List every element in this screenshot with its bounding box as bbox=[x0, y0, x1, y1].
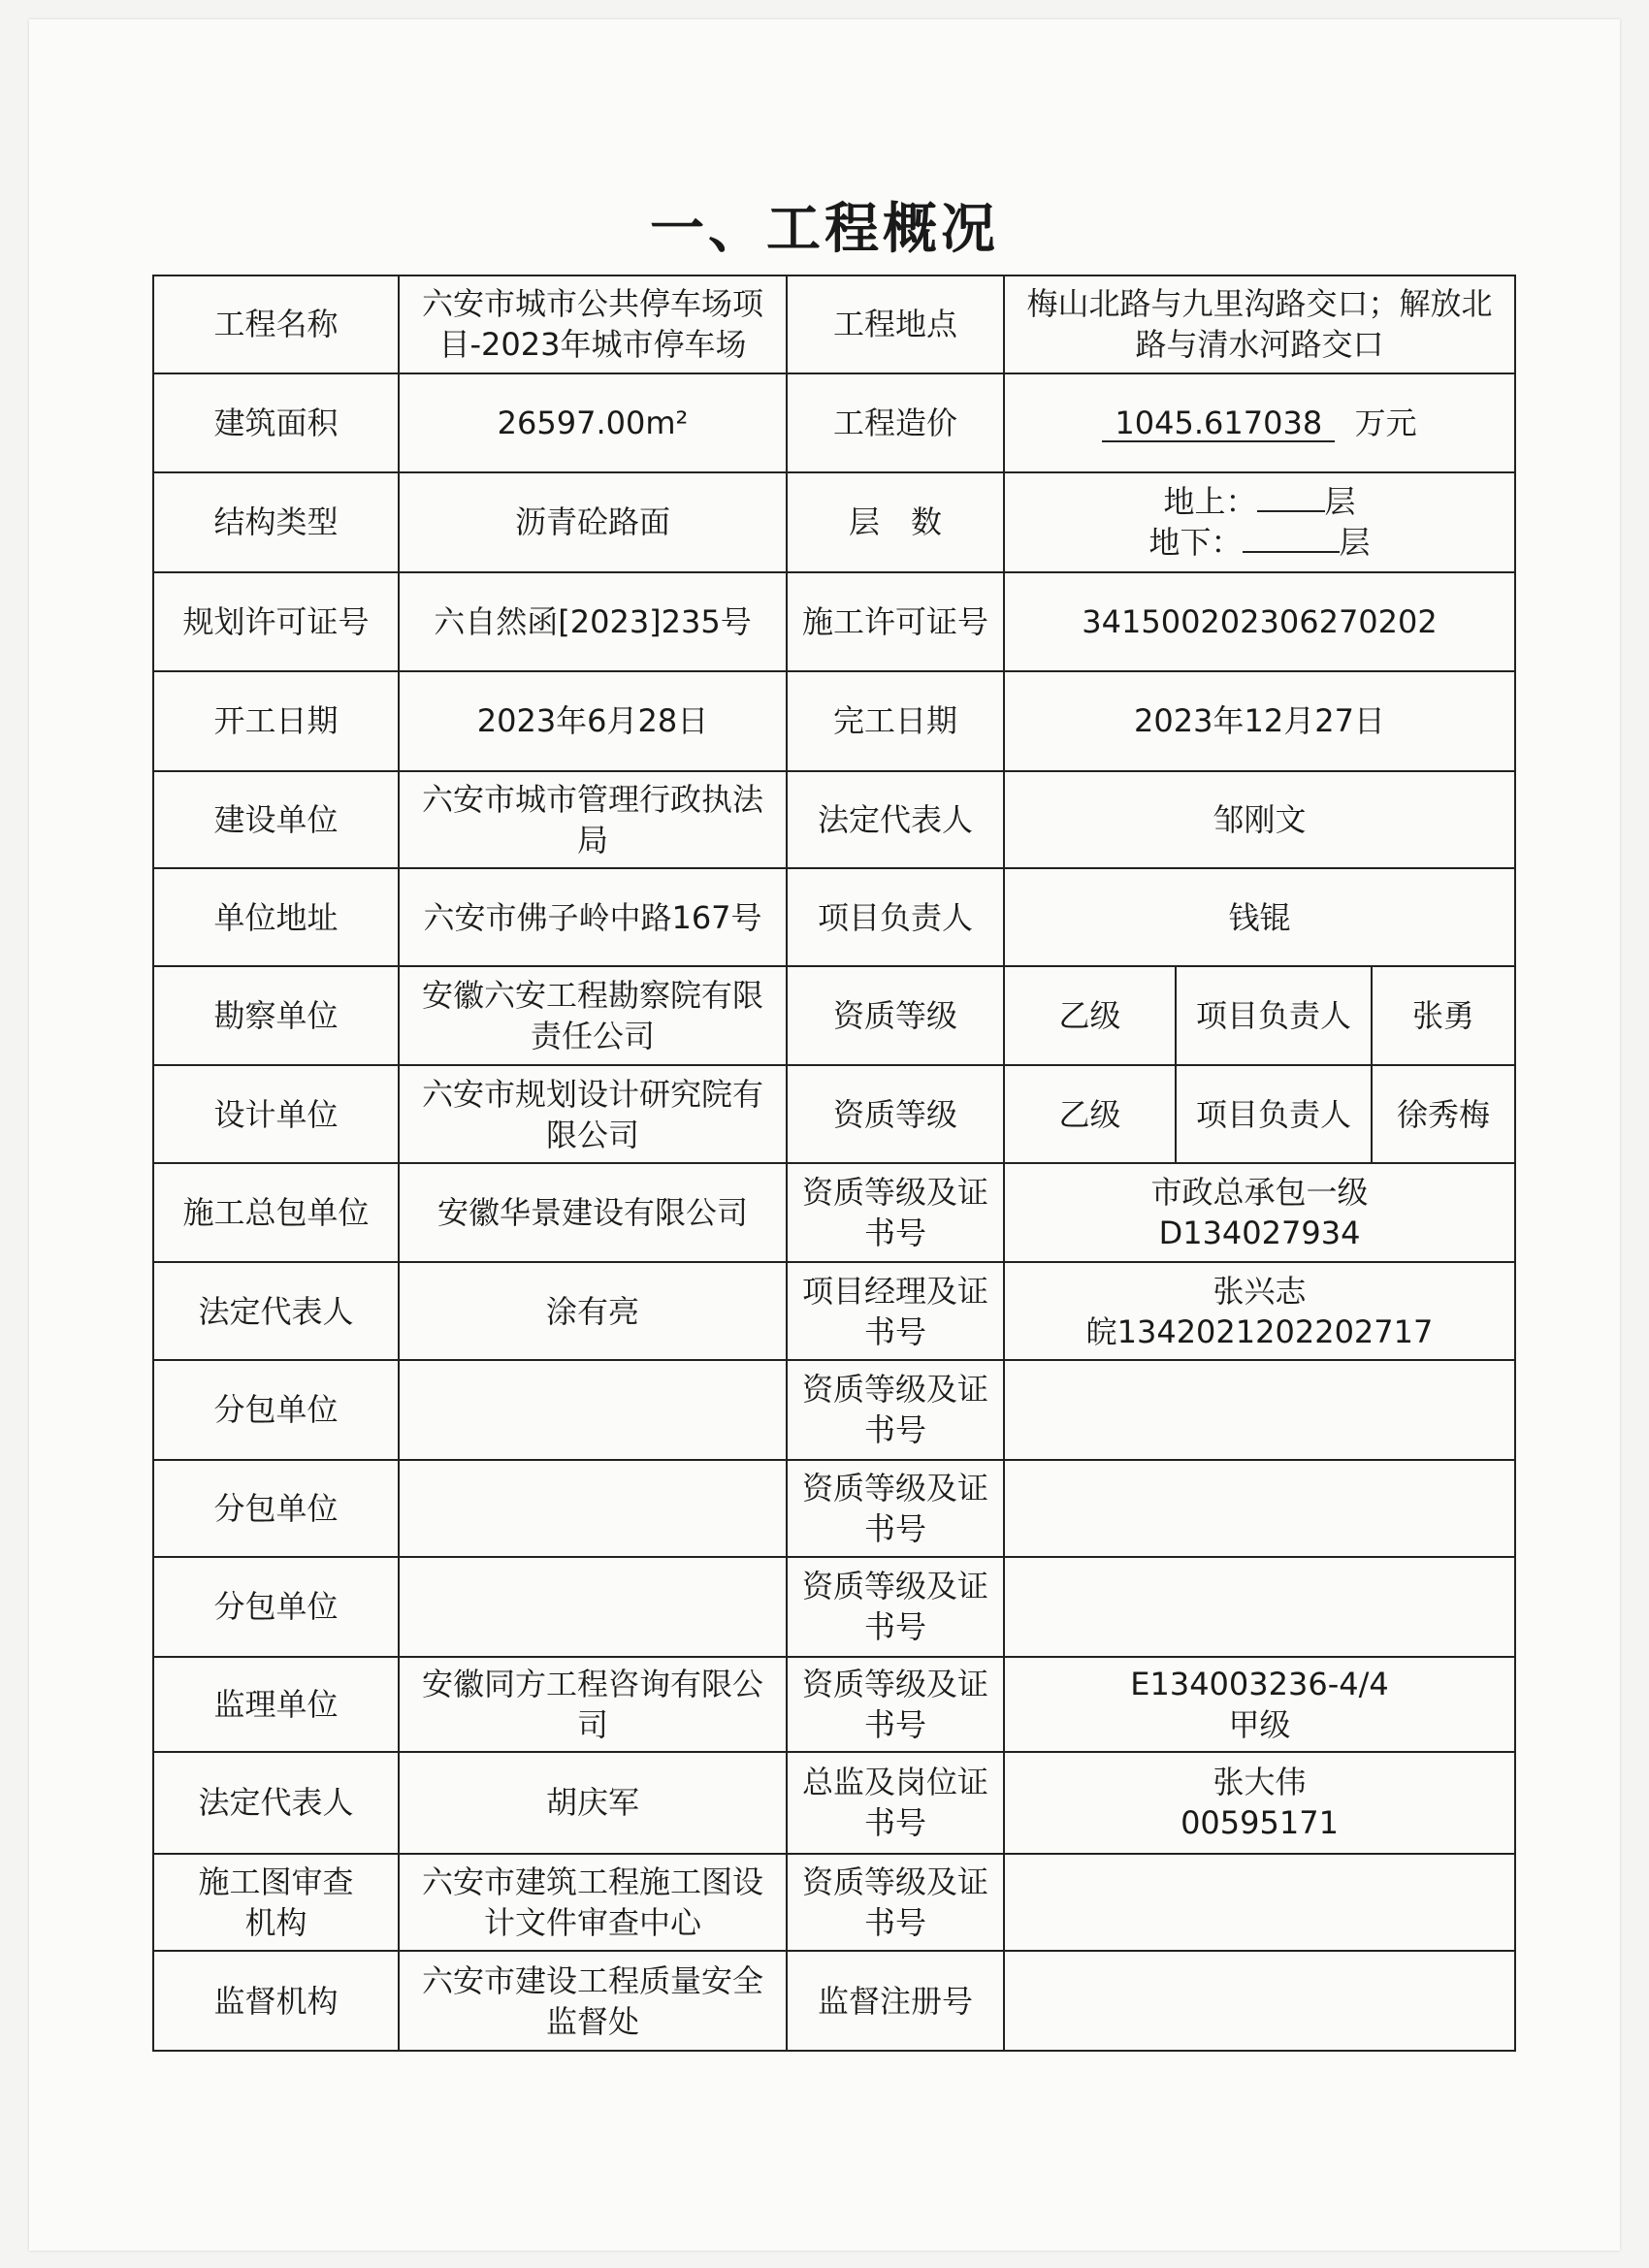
project-manager-cell bbox=[1004, 1262, 1515, 1360]
building-area-label: 建筑面积 bbox=[153, 373, 399, 473]
survey-grade-label: 资质等级 bbox=[787, 966, 1004, 1066]
table-row bbox=[153, 275, 1515, 373]
project-cost-cell bbox=[1004, 373, 1515, 473]
review-agency-value: 六安市建筑工程施工图设计文件审查中心 bbox=[399, 1854, 787, 1952]
survey-label: 勘察单位 bbox=[153, 966, 399, 1066]
contractor-grade-cell bbox=[1004, 1163, 1515, 1263]
design-grade: 乙级 bbox=[1005, 1066, 1177, 1162]
survey-grade: 乙级 bbox=[1005, 967, 1177, 1065]
below-ground-unit: 层 bbox=[1339, 524, 1371, 562]
chief-supervisor-cert: 00595171 bbox=[1180, 1804, 1339, 1842]
project-name-value: 六安市城市公共停车场项目-2023年城市停车场 bbox=[399, 275, 787, 373]
survey-lead-label: 项目负责人 bbox=[1177, 967, 1373, 1065]
table-row bbox=[153, 1752, 1515, 1854]
table-row bbox=[153, 1360, 1515, 1460]
subcontractor-1-grade-label: 资质等级及证书号 bbox=[787, 1360, 1004, 1460]
contractor-grade: 市政总承包一级 bbox=[1150, 1174, 1369, 1212]
subcontractor-2-label: 分包单位 bbox=[153, 1460, 399, 1558]
construction-permit-value: 341500202306270202 bbox=[1004, 572, 1515, 672]
subcontractor-2-value bbox=[399, 1460, 787, 1558]
contractor-label: 施工总包单位 bbox=[153, 1163, 399, 1263]
review-grade-label: 资质等级及证书号 bbox=[787, 1854, 1004, 1952]
below-ground-blank bbox=[1243, 551, 1340, 553]
table-row bbox=[153, 1657, 1515, 1753]
project-manager-cert: 皖1342021202202717 bbox=[1085, 1312, 1434, 1350]
building-area-value: 26597.00m² bbox=[399, 373, 787, 473]
design-label: 设计单位 bbox=[153, 1065, 399, 1163]
project-overview-table bbox=[152, 275, 1516, 2052]
supervisor-value: 安徽同方工程咨询有限公司 bbox=[399, 1657, 787, 1753]
table-row bbox=[153, 966, 1515, 1066]
supervisor-rep-label: 法定代表人 bbox=[153, 1752, 399, 1854]
construction-permit-label: 施工许可证号 bbox=[787, 572, 1004, 672]
planning-permit-value: 六自然函[2023]235号 bbox=[399, 572, 787, 672]
subcontractor-2-grade-value bbox=[1004, 1460, 1515, 1558]
subcontractor-3-grade-value bbox=[1004, 1557, 1515, 1657]
structure-type-value: 沥青砼路面 bbox=[399, 472, 787, 572]
address-value: 六安市佛子岭中路167号 bbox=[399, 868, 787, 966]
table-row bbox=[153, 1460, 1515, 1558]
planning-permit-label: 规划许可证号 bbox=[153, 572, 399, 672]
chief-supervisor-cell bbox=[1004, 1752, 1515, 1854]
subcontractor-3-value bbox=[399, 1557, 787, 1657]
supervisor-grade-label: 资质等级及证书号 bbox=[787, 1657, 1004, 1753]
table-row bbox=[153, 1951, 1515, 2051]
survey-lead: 张勇 bbox=[1411, 997, 1474, 1035]
supervisor-grade: 甲级 bbox=[1228, 1705, 1291, 1743]
end-date-label: 完工日期 bbox=[787, 671, 1004, 771]
subcontractor-3-label: 分包单位 bbox=[153, 1557, 399, 1657]
project-lead-label: 项目负责人 bbox=[787, 868, 1004, 966]
supervisor-grade-cell bbox=[1004, 1657, 1515, 1753]
table-row bbox=[153, 1163, 1515, 1263]
subcontractor-1-grade-value bbox=[1004, 1360, 1515, 1460]
table-row bbox=[153, 373, 1515, 473]
start-date-label: 开工日期 bbox=[153, 671, 399, 771]
below-ground-label: 地下： bbox=[1148, 524, 1243, 562]
project-name-label: 工程名称 bbox=[153, 275, 399, 373]
review-agency-label: 施工图审查机构 bbox=[153, 1854, 399, 1952]
design-split-cell bbox=[1004, 1065, 1515, 1163]
above-ground-label: 地上： bbox=[1163, 483, 1257, 521]
design-lead: 徐秀梅 bbox=[1396, 1095, 1490, 1133]
project-manager-name: 张兴志 bbox=[1212, 1272, 1307, 1310]
address-label: 单位地址 bbox=[153, 868, 399, 966]
design-lead-label: 项目负责人 bbox=[1177, 1066, 1373, 1162]
project-location-value: 梅山北路与九里沟路交口；解放北路与清水河路交口 bbox=[1004, 275, 1515, 373]
project-location-label: 工程地点 bbox=[787, 275, 1004, 373]
builder-rep-value: 邹刚文 bbox=[1004, 771, 1515, 869]
chief-supervisor-name: 张大伟 bbox=[1212, 1764, 1307, 1801]
contractor-grade-label: 资质等级及证书号 bbox=[787, 1163, 1004, 1263]
contractor-rep-value: 涂有亮 bbox=[399, 1262, 787, 1360]
subcontractor-1-label: 分包单位 bbox=[153, 1360, 399, 1460]
floor-count-cell bbox=[1004, 472, 1515, 572]
floor-count-label: 层 数 bbox=[787, 472, 1004, 572]
contractor-value: 安徽华景建设有限公司 bbox=[399, 1163, 787, 1263]
survey-split-cell bbox=[1004, 966, 1515, 1066]
table-row bbox=[153, 1262, 1515, 1360]
builder-rep-label: 法定代表人 bbox=[787, 771, 1004, 869]
table-row bbox=[153, 472, 1515, 572]
structure-type-label: 结构类型 bbox=[153, 472, 399, 572]
start-date-value: 2023年6月28日 bbox=[399, 671, 787, 771]
contractor-rep-label: 法定代表人 bbox=[153, 1262, 399, 1360]
table-row bbox=[153, 1854, 1515, 1952]
supervisor-cert: E134003236-4/4 bbox=[1130, 1665, 1389, 1702]
subcontractor-1-value bbox=[399, 1360, 787, 1460]
design-grade-label: 资质等级 bbox=[787, 1065, 1004, 1163]
table-row bbox=[153, 671, 1515, 771]
builder-value: 六安市城市管理行政执法局 bbox=[399, 771, 787, 869]
above-ground-blank bbox=[1257, 510, 1325, 512]
chief-supervisor-label: 总监及岗位证书号 bbox=[787, 1752, 1004, 1854]
table-row bbox=[153, 771, 1515, 869]
subcontractor-3-grade-label: 资质等级及证书号 bbox=[787, 1557, 1004, 1657]
review-grade-value bbox=[1004, 1854, 1515, 1952]
table-row bbox=[153, 1557, 1515, 1657]
project-manager-label: 项目经理及证书号 bbox=[787, 1262, 1004, 1360]
design-value: 六安市规划设计研究院有限公司 bbox=[399, 1065, 787, 1163]
table-row bbox=[153, 868, 1515, 966]
oversight-label: 监督机构 bbox=[153, 1951, 399, 2051]
oversight-value: 六安市建设工程质量安全监督处 bbox=[399, 1951, 787, 2051]
contractor-cert: D134027934 bbox=[1158, 1215, 1361, 1252]
end-date-value: 2023年12月27日 bbox=[1004, 671, 1515, 771]
project-lead-value: 钱锟 bbox=[1004, 868, 1515, 966]
table-row bbox=[153, 1065, 1515, 1163]
oversight-reg-value bbox=[1004, 1951, 1515, 2051]
page-title: 一、工程概况 bbox=[650, 197, 999, 261]
table-row bbox=[153, 572, 1515, 672]
survey-value: 安徽六安工程勘察院有限责任公司 bbox=[399, 966, 787, 1066]
project-cost-unit: 万元 bbox=[1354, 404, 1417, 441]
supervisor-label: 监理单位 bbox=[153, 1657, 399, 1753]
subcontractor-2-grade-label: 资质等级及证书号 bbox=[787, 1460, 1004, 1558]
oversight-reg-label: 监督注册号 bbox=[787, 1951, 1004, 2051]
above-ground-unit: 层 bbox=[1324, 483, 1356, 521]
project-cost-label: 工程造价 bbox=[787, 373, 1004, 473]
supervisor-rep-value: 胡庆军 bbox=[399, 1752, 787, 1854]
builder-label: 建设单位 bbox=[153, 771, 399, 869]
project-cost-value: 1045.617038 bbox=[1102, 405, 1335, 442]
